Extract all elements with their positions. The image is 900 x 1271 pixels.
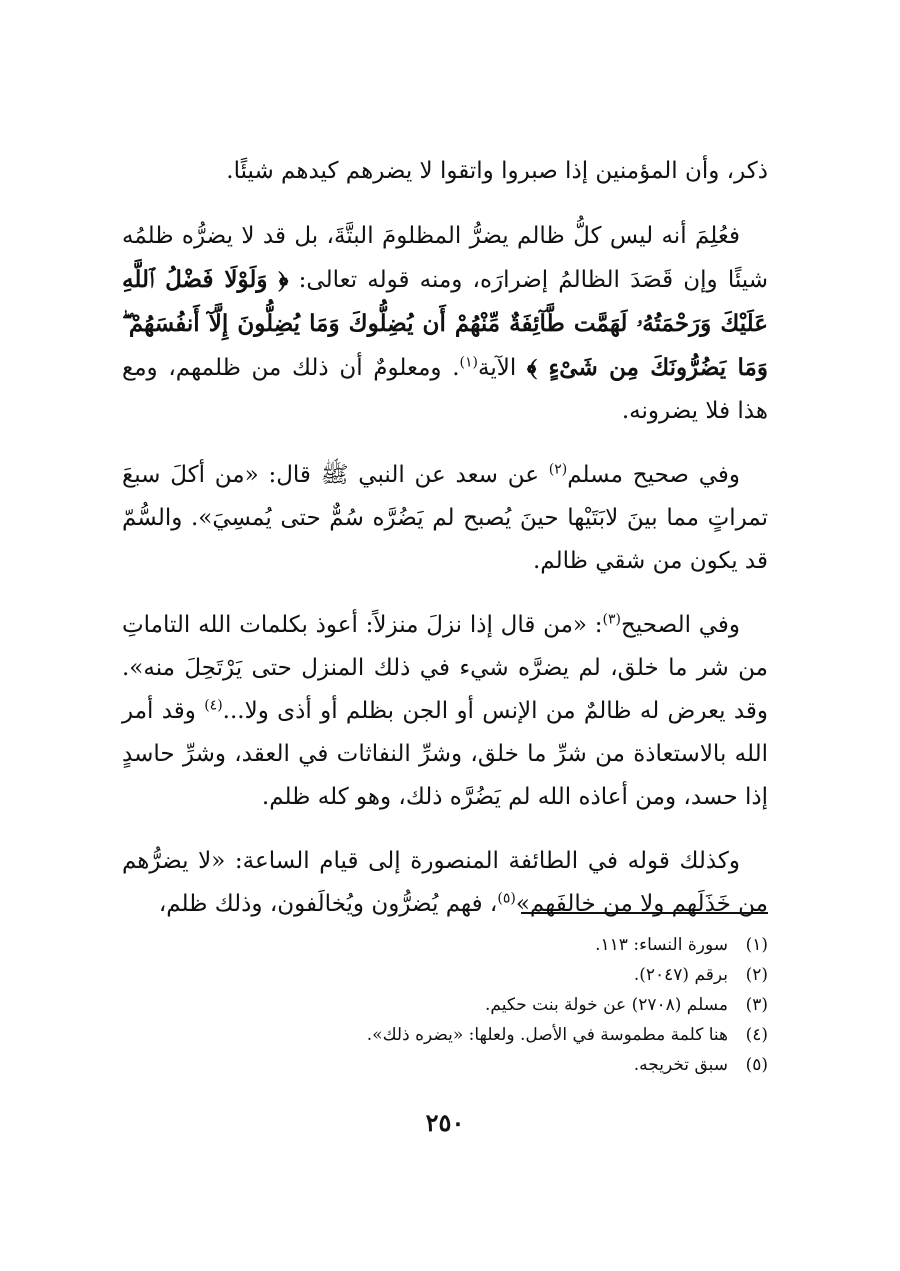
footnote-text: سبق تخريجه. [633,1055,728,1075]
footnote-ref-4[interactable]: (٤) [204,697,223,714]
book-page [122,0,768,1271]
footnote-item [122,992,768,1022]
footnote-item [122,1052,768,1082]
footnote-ref-3[interactable]: (٣) [602,611,621,628]
footnote-item [122,962,768,992]
paragraph-2-text: فعُلِمَ أنه ليس كلُّ ظالم يضرُّ المظلومَ البتَّةَ، بل قد لا يضرُّه ظلمُه شيئًا وإن قَصَدَ الظالمُ إضرارَه، ومنه قوله تعالى: [122,223,768,293]
paragraph-2-text-end: . ومعلومٌ أن ذلك من ظلمهم، ومع هذا فلا يضرونه. [122,355,768,424]
paragraph-5-text: وكذلك قوله في الطائفة المنصورة إلى قيام الساعة: «لا يضرُّهم من خَذَلَهم ولا من خالفَهم» [122,848,768,917]
paragraph-1 [122,150,768,193]
paragraph-4 [122,604,768,819]
page-number: ٢٥٠ [425,1108,465,1137]
footnote-ref-1[interactable]: (١) [459,354,478,371]
footnote-number: (٤) [745,1025,768,1045]
paragraph-3 [122,454,768,583]
footnote-number: (٥) [745,1055,768,1075]
footnote-text: مسلم (٢٧٠٨) عن خولة بنت حكيم. [485,995,728,1015]
footnote-number: (٢) [745,965,768,985]
footnote-ref-5[interactable]: (٥) [497,890,516,907]
footnote-item [122,1022,768,1052]
paragraph-5-text-end: ، فهم يُضرُّون ويُخالَفون، وذلك ظلم، [158,891,498,917]
paragraph-3-text: وفي صحيح مسلم [567,462,740,488]
quran-verse: ﴿ وَلَوْلَا فَضْلُ ٱللَّهِ عَلَيْكَ وَرَحْمَتُهُۥ لَهَمَّت طَّآئِفَةٌ مِّنْهُمْ أَن يُضِلُّوكَ وَمَا يُضِلُّونَ إِلَّآ أَنفُسَهُمْ ۖ وَمَا يَضُرُّونَكَ مِن شَىْءٍ ﴾ [122,266,768,381]
paragraph-2 [122,215,768,433]
main-text [122,150,768,947]
paragraph-3-text-end: عن سعد عن النبي ﷺ قال: «من أكلَ سبعَ تمراتٍ مما بينَ لابَتَيْها حينَ يُصبح لم يَضُرَّه سُمٌّ حتى يُمسِيَ». والسُّمّ قد يكون من شقي ظالم. [122,462,768,574]
footnote-item [122,932,768,962]
footnote-ref-2[interactable]: (٢) [548,461,568,478]
footnote-text: برقم (٢٠٤٧). [633,965,728,985]
paragraph-4-text-cont: : «من قال إذا نزلَ منزلاً: أعوذ بكلمات الله التاماتِ من شر ما خلق، لم يضرَّه شيء في ذلك المنزل حتى يَرْتَحِلَ منه». وقد يعرض له ظالمٌ من الإنس أو الجن بظلم أو أذى ولا... [122,612,768,724]
footnote-number: (٣) [745,995,768,1015]
paragraph-4-text-end: وقد أمر الله بالاستعاذة من شرِّ ما خلق، وشرِّ النفاثات في العقد، وشرِّ حاسدٍ إذا حسد، ومن أعاذه الله لم يَضُرَّه ذلك، وهو كله ظلم. [122,698,768,810]
paragraph-4-text: وفي الصحيح [620,612,741,638]
footnote-text: سورة النساء: ١١٣. [595,935,728,955]
footnotes [122,932,768,1082]
paragraph-2-text-cont: الآية [478,355,527,381]
footnote-number: (١) [745,935,768,955]
footnote-text: هنا كلمة مطموسة في الأصل. ولعلها: «يضره ذلك». [366,1025,728,1045]
paragraph-1-text: ذكر، وأن المؤمنين إذا صبروا واتقوا لا يضرهم كيدهم شيئًا. [226,158,768,184]
footnote-separator [521,912,768,914]
